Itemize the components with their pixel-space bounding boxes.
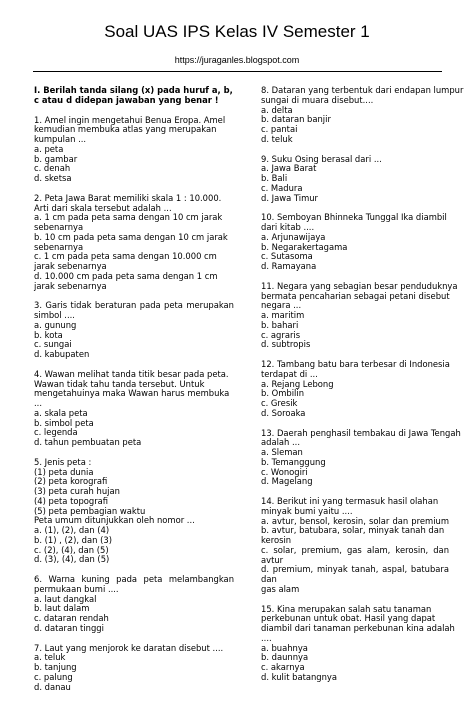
- question-line: perkebunan untuk obat. Hasil yang dapat: [261, 613, 436, 624]
- question-line: permukaan bumi ....: [34, 583, 119, 594]
- question-line: a. Arjunawijaya: [261, 231, 326, 242]
- question-line: 2. Peta Jawa Barat memiliki skala 1 : 10.000.: [34, 192, 222, 203]
- question-line: 3. Garis tidak beraturan pada peta merupakan: [34, 300, 234, 311]
- question-line: 9. Suku Osing berasal dari ...: [261, 153, 382, 164]
- question-line: a. teluk: [34, 652, 66, 663]
- question-line: b. Ombilin: [261, 388, 304, 399]
- question-line: kerosin: [261, 535, 292, 545]
- question-line: bermata pencaharian sebagai petani disebut: [261, 290, 450, 301]
- question-line: a. Jawa Barat: [261, 163, 317, 174]
- instruction-line: I. Berilah tanda silang (x) pada huruf a, b,: [34, 85, 233, 95]
- question-line: 12. Tambang batu bara terbesar di Indonesia: [261, 359, 450, 369]
- question-block: [261, 155, 449, 204]
- question-line: c. pantai: [261, 124, 298, 134]
- question-line: a. laut dangkal: [34, 593, 97, 604]
- question-block: [261, 213, 449, 272]
- question-line: d. Ramayana: [261, 261, 317, 271]
- question-line: adalah ...: [261, 437, 300, 448]
- question-line: a. (1), (2), dan (4): [34, 525, 110, 535]
- question-line: a. Sleman: [261, 447, 303, 457]
- question-line: d. Magelang: [261, 476, 313, 487]
- question-line: b. kota: [34, 329, 63, 340]
- question-line: jarak sebenarnya: [34, 280, 107, 291]
- question-line: d. Jawa Timur: [261, 192, 318, 203]
- question-line: terdapat di ...: [261, 368, 318, 379]
- question-line: (5) peta pembagian waktu: [34, 505, 146, 516]
- question-line: b. daunnya: [261, 652, 309, 663]
- question-line: b. Bali: [261, 173, 288, 183]
- question-line: a. Rejang Lebong: [261, 378, 334, 389]
- question-line: 11. Negara yang sebagian besar penduduknya: [261, 280, 458, 291]
- question-line: d. (3), (4), dan (5): [34, 554, 110, 565]
- question-line: d. kulit batangnya: [261, 671, 338, 682]
- question-block: [34, 458, 234, 565]
- question-line: b. gambar: [34, 153, 78, 164]
- question-line: mengetahuinya maka Wawan harus membuka: [34, 388, 230, 399]
- header-divider: [33, 71, 442, 72]
- question-line: 5. Jenis peta :: [34, 456, 92, 467]
- question-line: sebenarnya: [34, 222, 84, 232]
- question-line: a. gunung: [34, 319, 77, 330]
- question-line: ....: [261, 632, 272, 643]
- instruction: [34, 86, 234, 106]
- question-line: c. denah: [34, 163, 71, 174]
- question-line: 4. Wawan melihat tanda titik besar pada peta.: [34, 368, 229, 379]
- question-line: c. palung: [34, 671, 73, 682]
- question-line: b. (1) , (2), dan (3): [34, 534, 112, 545]
- question-line: a. buahnya: [261, 642, 308, 653]
- question-line: c. solar, premium, gas alam, kerosin, dan avtur: [261, 544, 449, 565]
- question-line: sungai di muara disebut....: [261, 94, 374, 105]
- question-line: (3) peta curah hujan: [34, 486, 120, 496]
- question-line: 14. Berikut ini yang termasuk hasil olahan: [261, 496, 439, 506]
- question-line: d. sketsa: [34, 173, 72, 183]
- question-block: [34, 194, 234, 292]
- question-line: a. 1 cm pada peta sama dengan 10 cm jarak: [34, 212, 223, 223]
- question-line: a. peta: [34, 143, 64, 154]
- question-line: b. laut dalam: [34, 603, 90, 614]
- question-line: d. danau: [34, 681, 71, 692]
- question-line: b. 10 cm pada peta sama dengan 10 cm jarak: [34, 231, 228, 242]
- source-url[interactable]: https://juraganles.blogspot.com: [174, 55, 300, 65]
- question-line: b. Negarakertagama: [261, 241, 348, 252]
- question-line: d. 10.000 cm pada peta sama dengan 1 cm: [34, 270, 218, 281]
- question-line: c. 1 cm pada peta sama dengan 10.000 cm: [34, 251, 217, 262]
- question-line: c. Sutasoma: [261, 251, 313, 262]
- question-line: 6. Warna kuning pada peta melambangkan: [34, 574, 234, 584]
- question-line: b. Temanggung: [261, 456, 326, 467]
- question-line: c. (2), (4), dan (5): [34, 544, 109, 555]
- question-line: gas alam: [261, 583, 300, 594]
- question-line: diambil dari tanaman perkebunan kina adalah: [261, 623, 455, 633]
- question-line: Arti dari skala tersebut adalah ...: [34, 202, 172, 213]
- question-line: d. premium, minyak tanah, aspal, batubara dan: [261, 564, 449, 584]
- question-line: 7. Laut yang menjorok ke daratan disebut ....: [34, 642, 224, 653]
- instruction-line: c atau d didepan jawaban yang benar !: [34, 94, 219, 105]
- question-line: a. avtur, bensol, kerosin, solar dan premium: [261, 515, 449, 526]
- question-line: d. teluk: [261, 133, 293, 144]
- question-block: [34, 575, 234, 634]
- question-line: b. dataran banjir: [261, 114, 331, 125]
- question-block: [261, 85, 464, 145]
- question-line: b. avtur, batubara, solar, minyak tanah dan: [261, 525, 445, 536]
- question-line: negara ...: [261, 300, 302, 311]
- question-line: 15. Kina merupakan salah satu tanaman: [261, 603, 432, 614]
- question-line: c. Wonogiri: [261, 466, 308, 477]
- question-line: b. bahari: [261, 319, 299, 330]
- question-block: [34, 370, 234, 448]
- question-line: simbol ....: [34, 310, 75, 320]
- question-line: (4) peta topografi: [34, 495, 109, 506]
- question-block: [34, 116, 234, 184]
- question-line: c. sungai: [34, 339, 72, 350]
- question-line: c. Madura: [261, 182, 303, 193]
- question-block: [261, 603, 455, 683]
- question-line: c. akarnya: [261, 662, 305, 672]
- question-line: minyak bumi yaitu ....: [261, 505, 353, 516]
- question-line: d. Soroaka: [261, 407, 306, 418]
- question-line: kemudian membuka atlas yang merupakan: [34, 124, 217, 135]
- question-line: dari kitab ....: [261, 222, 315, 232]
- question-line: kumpulan ...: [34, 134, 87, 144]
- question-line: b. simbol peta: [34, 417, 94, 428]
- question-line: 10. Semboyan Bhinneka Tunggal Ika diambil: [261, 212, 447, 223]
- question-line: (1) peta dunia: [34, 466, 94, 477]
- question-block: [34, 301, 234, 360]
- question-block: [261, 427, 461, 488]
- question-line: c. agraris: [261, 329, 301, 340]
- question-line: 1. Amel ingin mengetahui Benua Eropa. Amel: [34, 114, 226, 125]
- question-line: (2) peta korografi: [34, 476, 108, 487]
- question-line: c. Gresik: [261, 398, 298, 408]
- left-column: [34, 86, 234, 692]
- question-line: d. dataran tinggi: [34, 622, 104, 633]
- question-line: a. skala peta: [34, 407, 88, 418]
- question-line: d. kabupaten: [34, 349, 90, 359]
- question-line: sebenarnya: [34, 241, 84, 252]
- question-line: d. tahun pembuatan peta: [34, 437, 142, 447]
- question-line: 8. Dataran yang terbentuk dari endapan lumpur: [261, 85, 464, 95]
- question-line: ...: [34, 398, 42, 408]
- question-line: Peta umum ditunjukkan oleh nomor ...: [34, 515, 195, 526]
- question-block: [261, 360, 449, 419]
- question-block: [261, 280, 458, 350]
- page-title: Soal UAS IPS Kelas IV Semester 1: [104, 22, 370, 41]
- question-block: [34, 644, 234, 693]
- question-line: c. legenda: [34, 427, 78, 438]
- question-line: a. delta: [261, 104, 293, 115]
- question-line: jarak sebenarnya: [34, 261, 107, 271]
- right-column: [261, 85, 464, 683]
- question-line: d. subtropis: [261, 339, 311, 350]
- question-line: b. tanjung: [34, 662, 77, 672]
- question-line: Wawan tidak tahu tanda tersebut. Untuk: [34, 378, 205, 389]
- question-line: c. dataran rendah: [34, 613, 109, 623]
- question-line: 13. Daerah penghasil tembakau di Jawa Tengah: [261, 427, 461, 438]
- question-block: [261, 497, 449, 595]
- question-line: a. maritim: [261, 310, 305, 320]
